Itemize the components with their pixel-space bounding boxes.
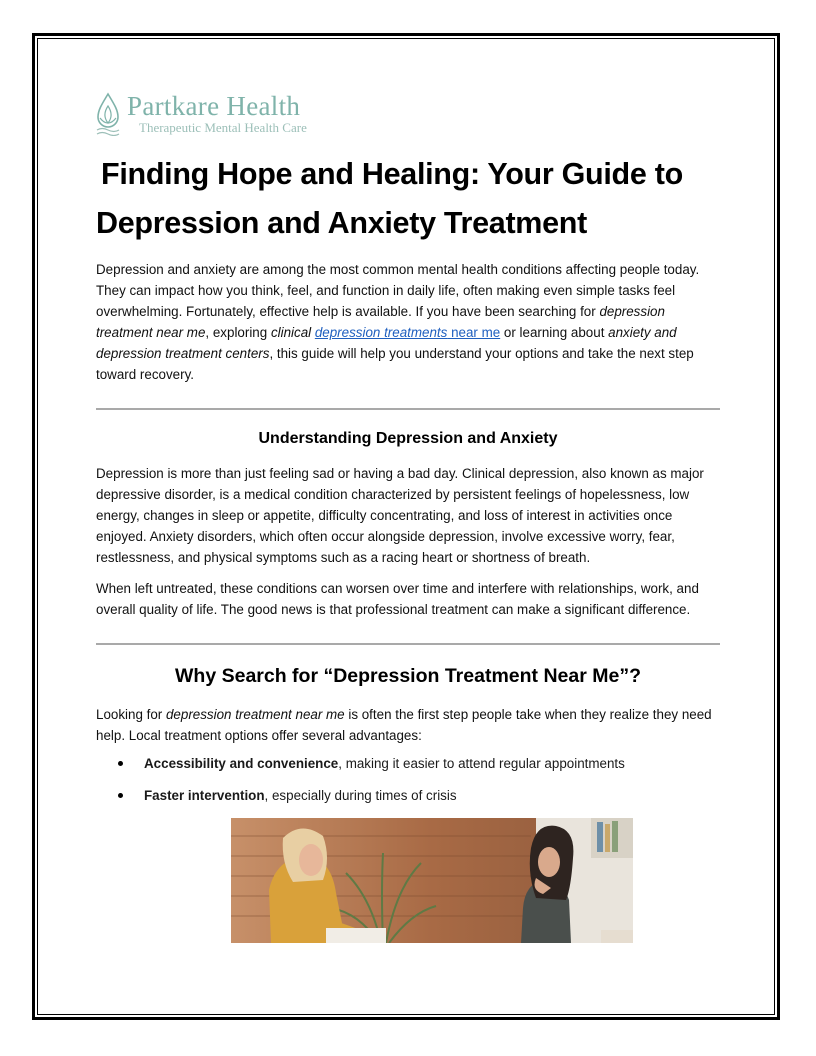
section2-text-2: is often the first step people take when they realize they need help. Local treatment options offer several advantages:: [96, 707, 712, 743]
therapy-session-photo: [231, 818, 633, 943]
page-title: [96, 150, 736, 248]
section-heading-why-search: Why Search for “Depression Treatment Near Me”?: [175, 665, 641, 687]
link-suffix: near me: [447, 325, 501, 340]
depression-treatments-link[interactable]: [315, 325, 500, 340]
section-divider-2: [96, 643, 720, 645]
title-line-2: Depression and Anxiety Treatment: [96, 206, 587, 240]
section1-paragraph-2: When left untreated, these conditions can worsen over time and interfere with relationships, work, and overall quality of life. The good news is that professional treatment can make a significant difference.: [96, 581, 699, 617]
section-divider-1: [96, 408, 720, 410]
list-item-text: , especially during times of crisis: [264, 788, 457, 803]
link-text: depression treatments: [314, 325, 448, 340]
therapy-session-illustration: [231, 818, 633, 943]
section2-text-1: Looking for: [96, 707, 166, 722]
list-item-bold: Accessibility and convenience: [144, 756, 339, 771]
lotus-drop-icon: [95, 92, 121, 136]
intro-text-4: or learning about: [500, 325, 609, 340]
advantages-list: [96, 753, 720, 817]
logo-text: [127, 92, 307, 135]
intro-paragraph: [96, 259, 724, 385]
intro-emphasis-2: clinical: [270, 325, 315, 340]
brand-logo: [95, 92, 307, 138]
section2-paragraph: [96, 704, 724, 746]
list-item-text: , making it easier to attend regular appointments: [338, 756, 625, 771]
section1-paragraph-1: Depression is more than just feeling sad or having a bad day. Clinical depression, also known as major depressive disorder, is a medical condition characterized by persistent feelings of hopelessness, low energy, changes in sleep or appetite, difficulty concentrating, and loss of interest in activities once enjoyed. Anxiety disorders, which often occur alongside depression, involve excessive worry, fear, restlessness, and physical symptoms such as a racing heart or shortness of breath.: [96, 466, 704, 565]
intro-text-2: , exploring: [205, 325, 271, 340]
intro-text-1: Depression and anxiety are among the most common mental health conditions affecting people today. They can impact how you think, feel, and function in daily life, often making even simple tasks feel overwhelming. Fortunately, effective help is available. If you have been searching for: [96, 262, 700, 319]
list-item: [96, 753, 720, 785]
intro-text-5: , this guide will help you understand your options and take the next step toward recovery.: [96, 346, 694, 382]
intro-emphasis-1: depression treatment near me: [96, 304, 665, 340]
section-heading-understanding: Understanding Depression and Anxiety: [258, 430, 558, 447]
intro-emphasis-3: anxiety and depression treatment centers: [96, 325, 677, 361]
logo-name: Partkare Health: [127, 91, 301, 121]
title-line-1: Finding Hope and Healing: Your Guide to: [101, 157, 683, 191]
section2-emphasis: depression treatment near me: [165, 707, 345, 722]
list-item-bold: Faster intervention: [144, 788, 265, 803]
logo-tagline: Therapeutic Mental Health Care: [139, 120, 307, 135]
list-item: [96, 785, 720, 817]
